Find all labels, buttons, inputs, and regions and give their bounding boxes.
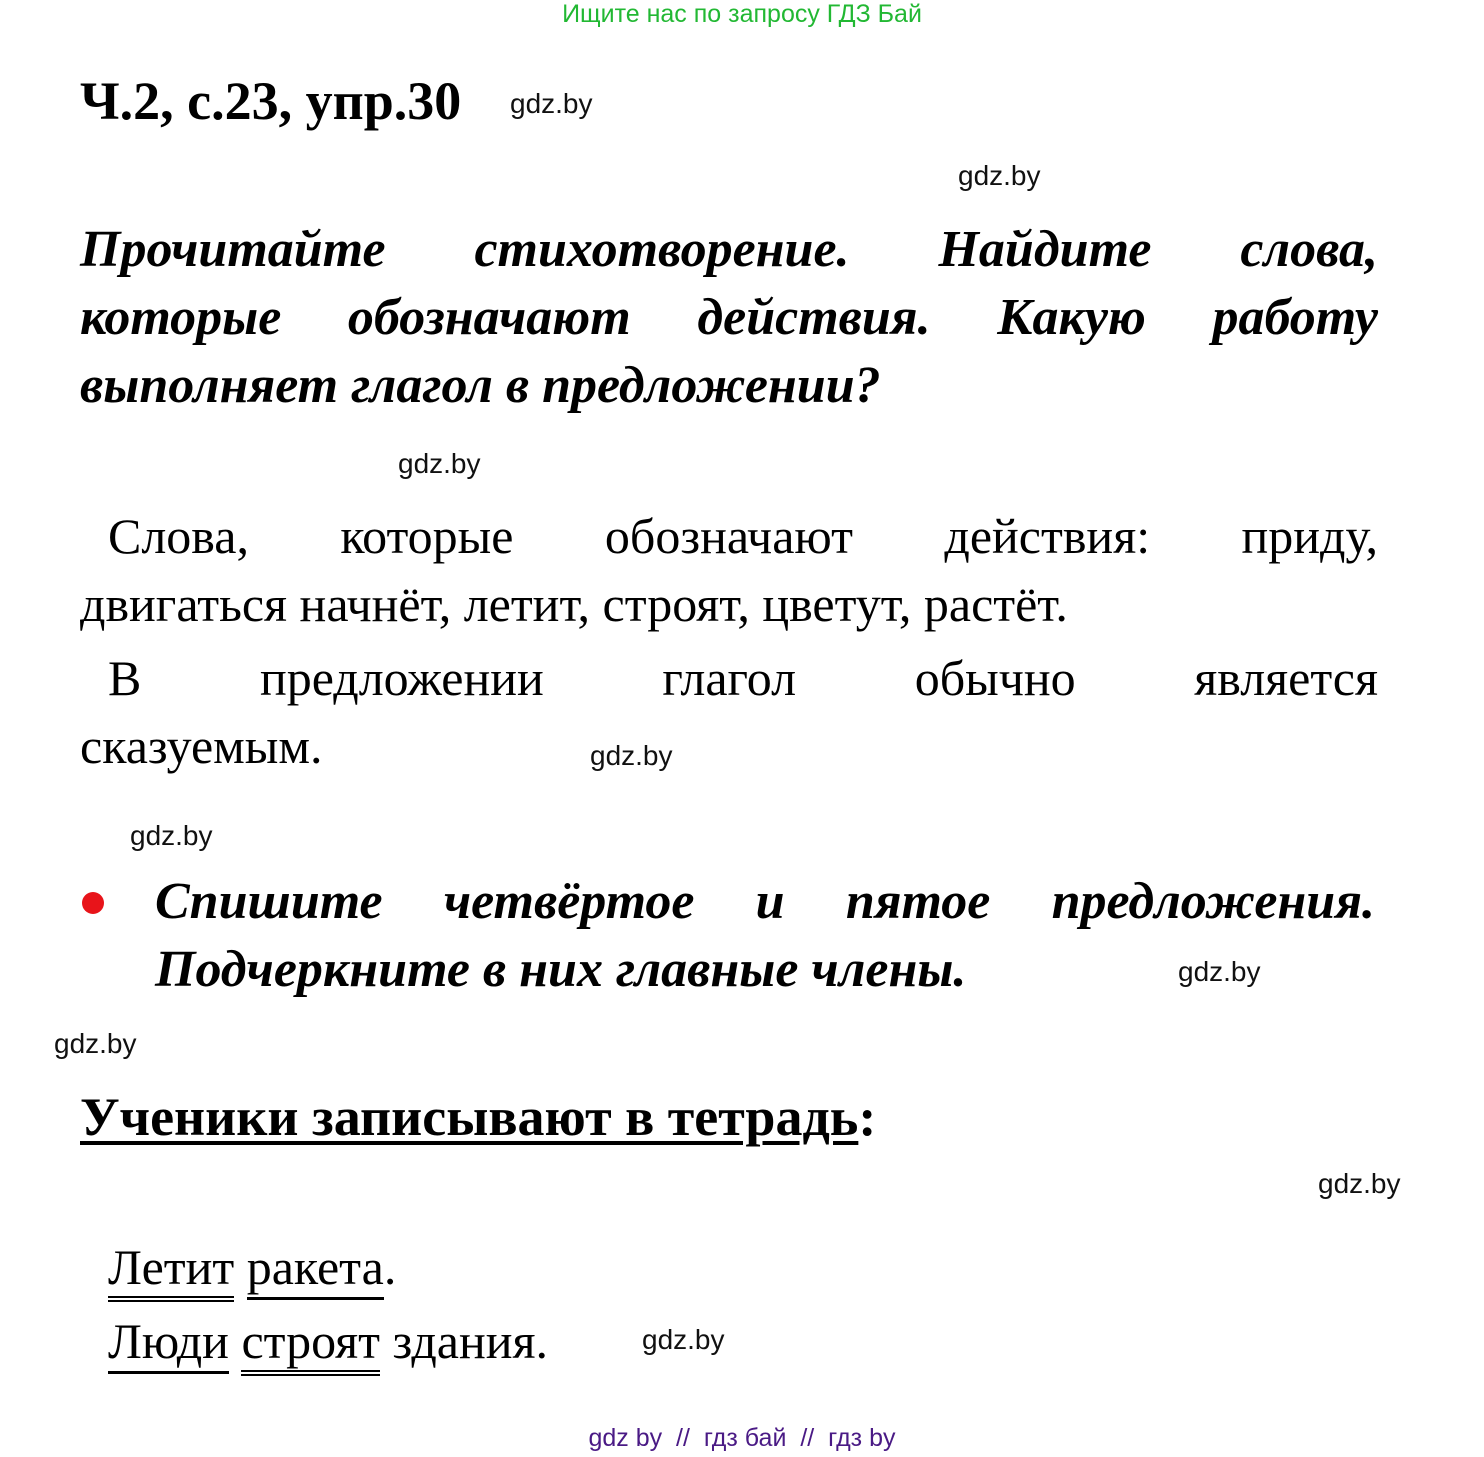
watermark: gdz.by: [398, 448, 481, 479]
answer-line: двигаться начнёт, летит, строят, цветут, растёт.: [80, 576, 1068, 632]
sentence: [108, 1312, 548, 1370]
answer-line: сказуемым.: [80, 718, 323, 774]
page-title: Ч.2, с.23, упр.30: [80, 71, 462, 131]
subject: ракета: [247, 1239, 384, 1300]
task-line: Прочитайте стихотворение. Найдите слова,: [80, 221, 1378, 278]
task-line: которые обозначают действия. Какую работу: [80, 289, 1378, 346]
watermark: gdz.by: [958, 160, 1041, 191]
watermark: gdz.by: [54, 1028, 137, 1059]
predicate: строят: [241, 1313, 380, 1376]
predicate: Летит: [108, 1239, 234, 1302]
subject: Люди: [108, 1313, 229, 1374]
answer-line: Слова, которые обозначают действия: приду,: [108, 508, 1378, 564]
footer-links[interactable]: gdz by // гдз бай // гдз by: [588, 1424, 896, 1452]
section-heading: [80, 1086, 876, 1148]
bullet-icon: [82, 892, 104, 914]
watermark: gdz.by: [130, 820, 213, 851]
object: здания.: [392, 1313, 548, 1369]
top-banner[interactable]: Ищите нас по запросу ГДЗ Бай: [562, 0, 922, 28]
answer-line: В предложении глагол обычно является: [108, 650, 1378, 706]
watermark: gdz.by: [510, 88, 593, 119]
watermark: gdz.by: [1318, 1168, 1401, 1199]
task-line: Спишите четвёртое и пятое предложения.: [155, 873, 1375, 930]
task-line: Подчеркните в них главные члены.: [155, 941, 967, 998]
watermark: gdz.by: [1178, 956, 1261, 987]
watermark: gdz.by: [590, 740, 673, 771]
period: .: [383, 1239, 397, 1295]
watermark: gdz.by: [642, 1324, 725, 1355]
colon: :: [858, 1087, 877, 1147]
task-line: выполняет глагол в предложении?: [80, 357, 881, 414]
sentence: [108, 1238, 396, 1296]
section-heading-text: Ученики записывают в тетрадь: [80, 1087, 859, 1147]
